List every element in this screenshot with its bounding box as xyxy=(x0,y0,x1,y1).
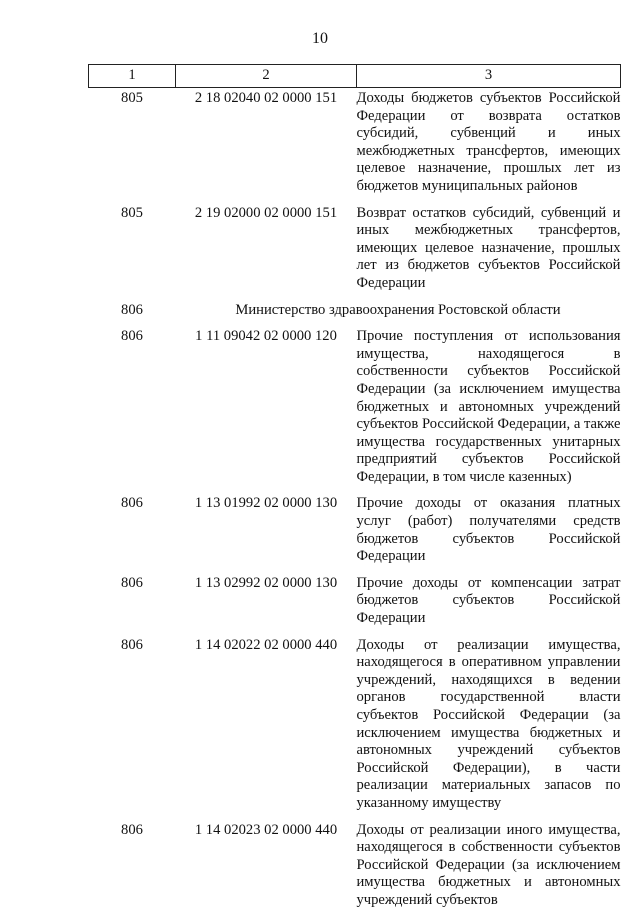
administrator-code: 805 xyxy=(121,204,143,221)
column-header-1: 1 xyxy=(89,65,176,88)
revenue-classification-code: 1 13 01992 02 0000 130 xyxy=(194,495,338,512)
revenue-classification-code: 2 18 02040 02 0000 151 xyxy=(194,90,338,106)
table-row xyxy=(89,88,621,203)
column-header-3: 3 xyxy=(357,65,621,88)
revenue-description: Возврат остатков субсидий, субвенций и иных межбюджетных трансфертов, имеющих целевое назначение, прошлых лет из бюджетов субъектов Российской Федерации xyxy=(356,204,621,291)
administrator-code: 806 xyxy=(121,495,143,512)
administrator-code: 806 xyxy=(121,301,143,318)
administrator-code: 806 xyxy=(121,636,143,653)
revenue-description: Доходы от реализации имущества, находящегося в оперативном управлении учреждений, находящихся в ведении органов государственной власти субъектов Российской Федерации (за исключением имущества бюджетных и автономных учреждений субъектов Российской Федерации), в части реализации материальных запасов по указанному имуществу xyxy=(356,636,621,811)
revenue-classification-code: 2 19 02000 02 0000 151 xyxy=(194,204,338,221)
table-row xyxy=(89,820,621,917)
administrator-code: 806 xyxy=(121,328,143,345)
revenue-description: Доходы бюджетов субъектов Российской Федерации от возврата остатков субсидий, субвенций и иных межбюджетных трансфертов, имеющих целевое назначение, прошлых лет из бюджетов муниципальных районов xyxy=(356,90,621,194)
table-row xyxy=(89,635,621,820)
revenue-description: Прочие доходы от оказания платных услуг (работ) получателями средств бюджетов субъектов Российской Федерации xyxy=(356,495,621,565)
table-row xyxy=(89,326,621,493)
table-row xyxy=(89,493,621,572)
revenue-classification-code: 1 14 02023 02 0000 440 xyxy=(194,821,338,838)
table-row xyxy=(89,573,621,635)
revenue-codes-table xyxy=(88,64,621,917)
table-row xyxy=(89,203,621,300)
table-row-section xyxy=(89,300,621,327)
administrator-code: 806 xyxy=(121,574,143,591)
revenue-description: Прочие поступления от использования имущества, находящегося в собственности субъектов Российской Федерации (за исключением имущества бюджетных и автономных учреждений субъектов Российской Федерации, а также имущества государственных унитарных предприятий субъектов Российской Федерации, в том числе казенных) xyxy=(356,328,621,485)
revenue-classification-code: 1 14 02022 02 0000 440 xyxy=(194,636,338,653)
revenue-classification-code: 1 11 09042 02 0000 120 xyxy=(195,328,337,345)
table-header-row xyxy=(89,65,621,88)
administrator-code: 805 xyxy=(121,90,143,106)
revenue-description: Прочие доходы от компенсации затрат бюджетов субъектов Российской Федерации xyxy=(356,574,621,627)
administrator-code: 806 xyxy=(121,821,143,838)
revenue-description: Доходы от реализации иного имущества, находящегося в собственности субъектов Российской Федерации (за исключением имущества бюджетных и автономных учреждений субъектов xyxy=(356,821,621,908)
page-number: 10 xyxy=(312,30,328,47)
administrator-name: Министерство здравоохранения Ростовской области xyxy=(235,301,561,318)
column-header-2: 2 xyxy=(176,65,357,88)
revenue-classification-code: 1 13 02992 02 0000 130 xyxy=(194,574,338,591)
